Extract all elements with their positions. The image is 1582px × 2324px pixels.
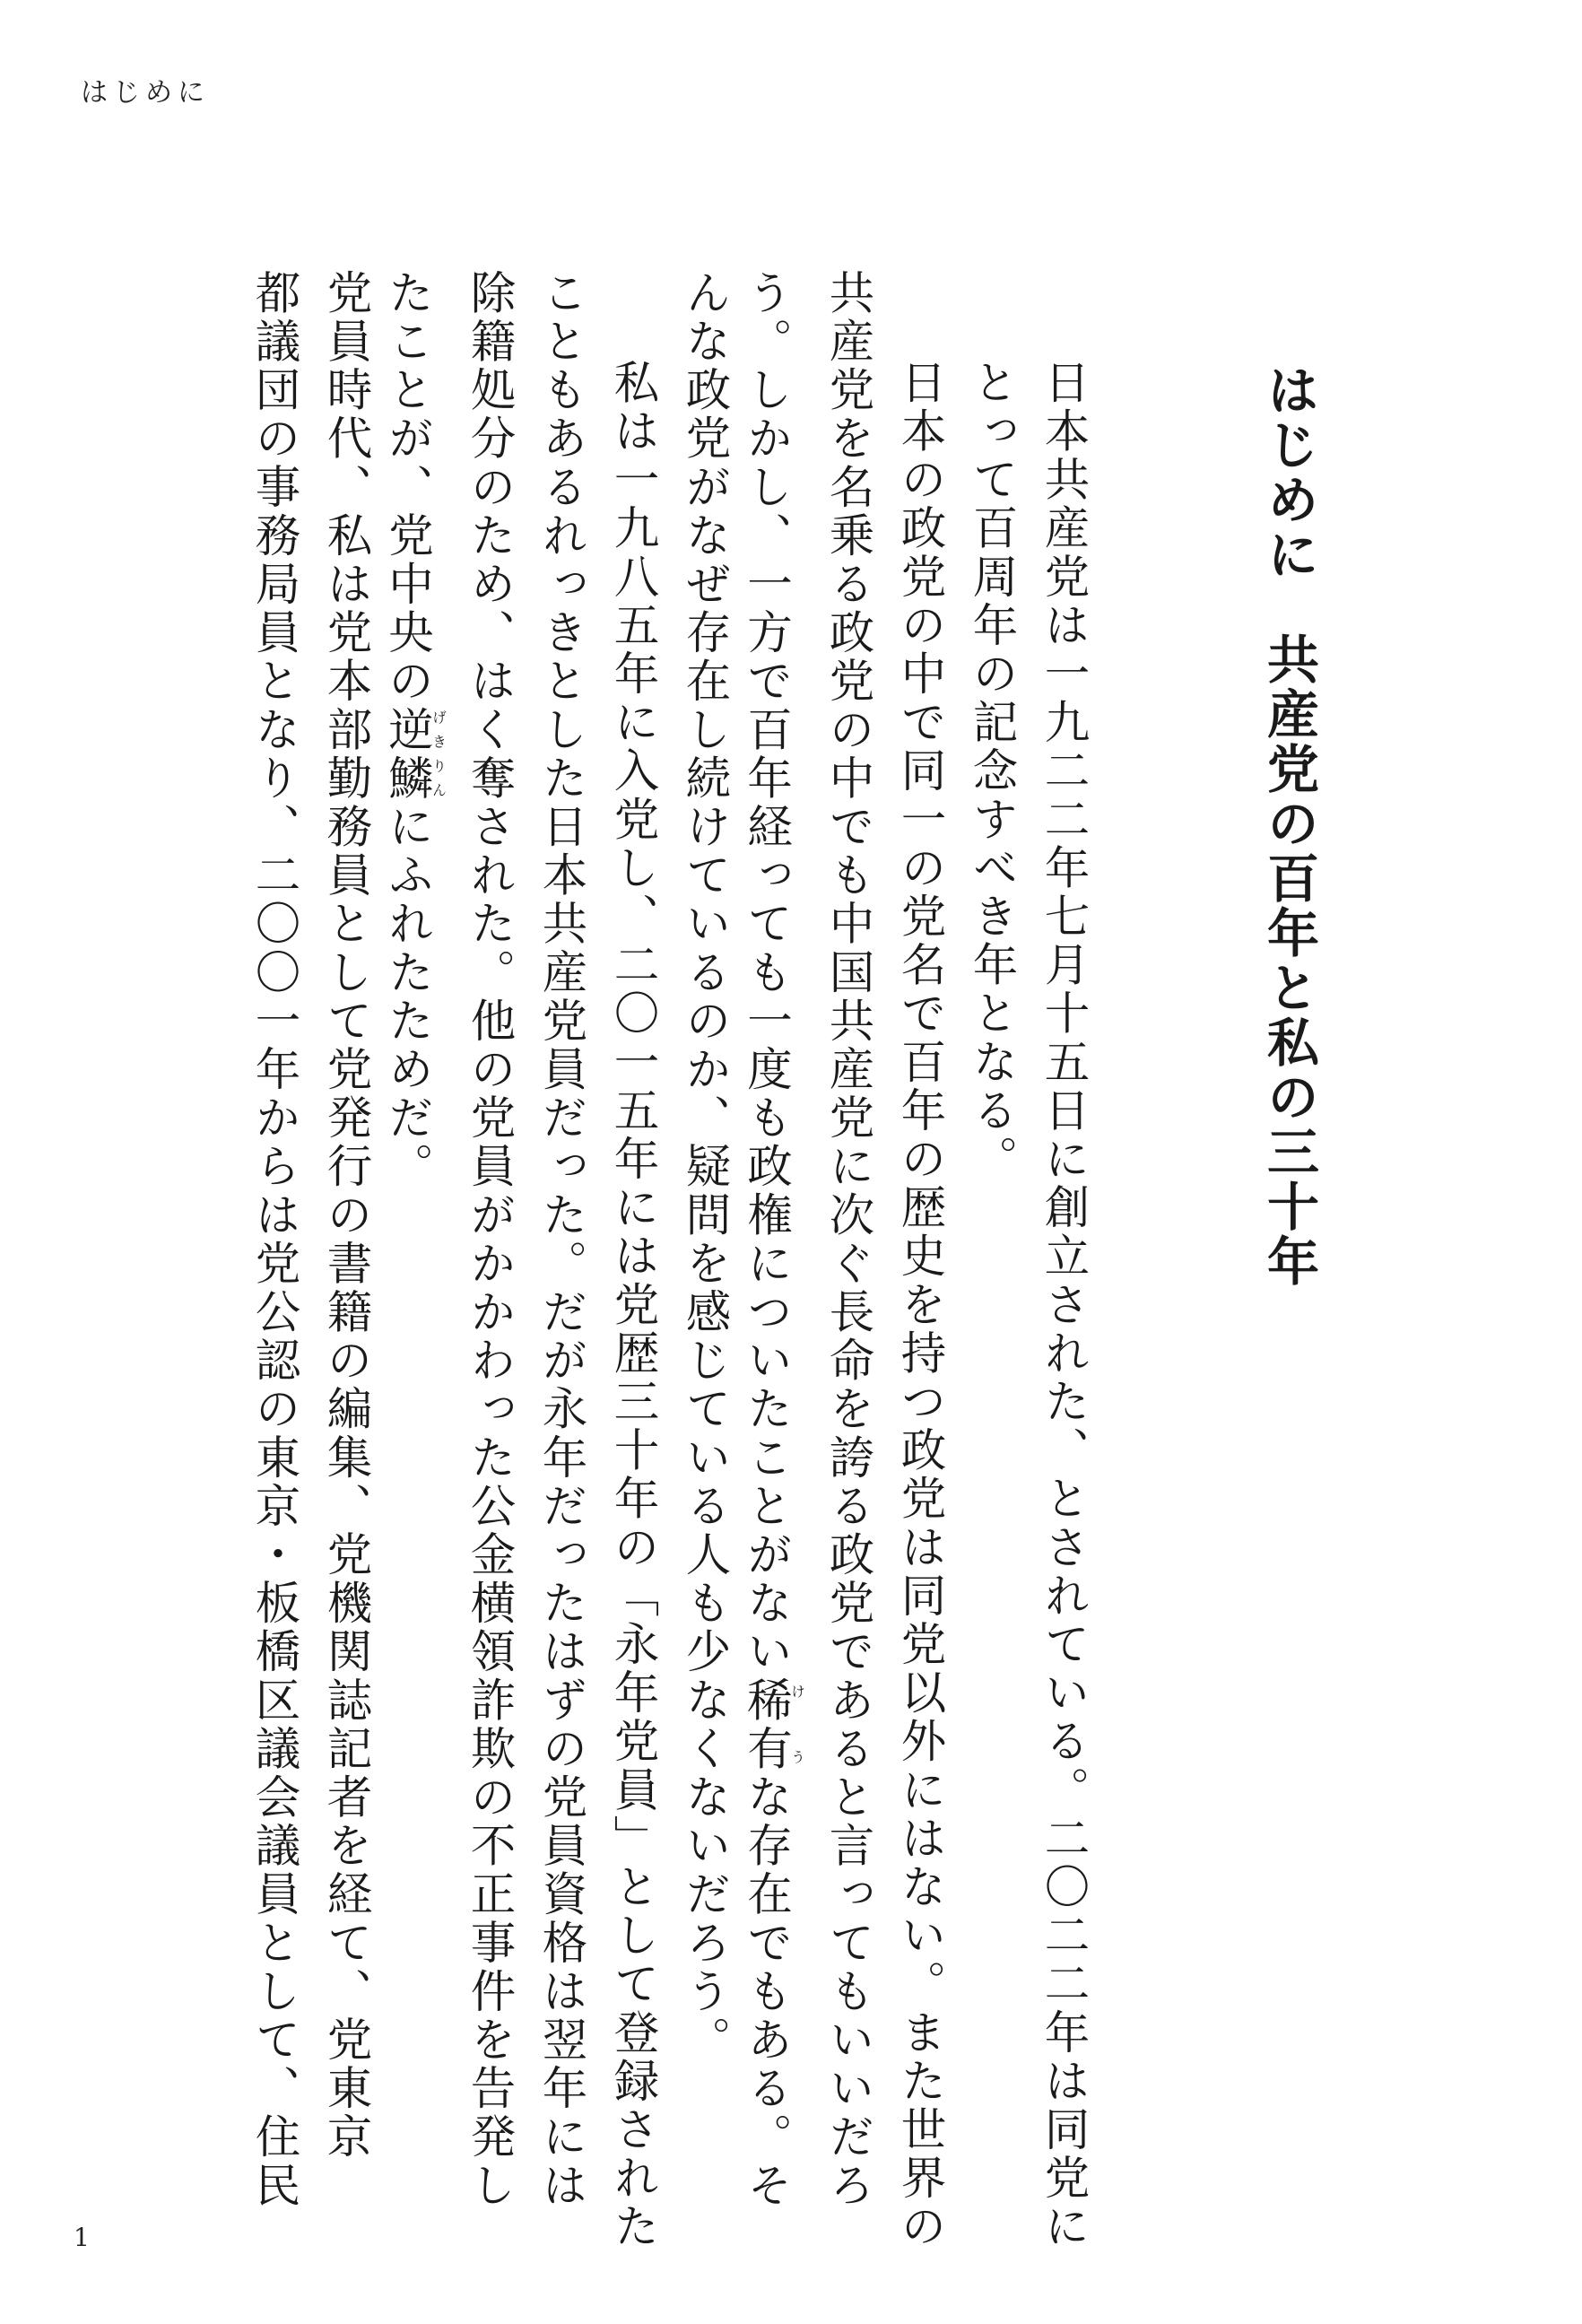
column-5-before: う。しかし、一方で百年経っても一度も政権についたことがない: [740, 269, 794, 1676]
chapter-title-text: 共産党の百年と私の三十年: [1258, 632, 1319, 1289]
column-10-after: にふれたためだ。: [381, 803, 435, 1191]
page-number: 1: [74, 2223, 90, 2252]
body-column-10: [381, 269, 448, 1191]
body-column-6: んな政党がなぜ存在し続けているのか、疑問を感じている人も少なくないだろう。: [679, 269, 732, 2065]
ruby-gekirin-reading: げきりん: [430, 705, 448, 804]
ruby-keu-base: 稀有: [740, 1676, 794, 1774]
body-column-2: とって百周年の記念すべき年となる。: [966, 359, 1019, 1184]
ruby-gekirin: [381, 705, 448, 804]
chapter-label: はじめに: [1258, 363, 1319, 582]
body-column-11: 党員時代、私は党本部勤務員として党発行の書籍の編集、党機関誌記者を経て、党東京: [320, 269, 373, 2162]
body-column-8: こともあるれっきとした日本共産党員だった。だが永年だったはずの党員資格は翌年には: [535, 269, 588, 2210]
body-column-7: 私は一九八五年に入党し、二〇一五年には党歴三十年の「永年党員」として登録された: [607, 359, 660, 2251]
body-column-12: 都議団の事務局員となり、二〇〇一年からは党公認の東京・板橋区議会議員として、住民: [248, 269, 301, 2210]
body-column-1: 日本共産党は一九二二年七月十五日に創立された、とされている。二〇二二年は同党に: [1038, 359, 1091, 2251]
column-5-after: な存在でもある。そ: [740, 1773, 794, 2211]
ruby-gekirin-base: 逆鱗: [381, 705, 435, 804]
body-column-9: 除籍処分のため、はく奪された。他の党員がかかわった公金横領詐欺の不正事件を告発し: [464, 269, 517, 2210]
chapter-title: [1251, 363, 1326, 1289]
running-header: はじめに: [81, 77, 210, 109]
column-10-before: たことが、党中央の: [381, 269, 435, 706]
body-column-5: [740, 269, 806, 2211]
body-column-4: 共産党を名乗る政党の中でも中国共産党に次ぐ長命を誇る政党であると言ってもいいだろ: [822, 269, 875, 2210]
ruby-keu: [740, 1676, 806, 1774]
body-column-3: 日本の政党の中で同一の党名で百年の歴史を持つ政党は同党以外にはない。また世界の: [894, 359, 947, 2251]
ruby-keu-reading: け う: [788, 1676, 806, 1774]
